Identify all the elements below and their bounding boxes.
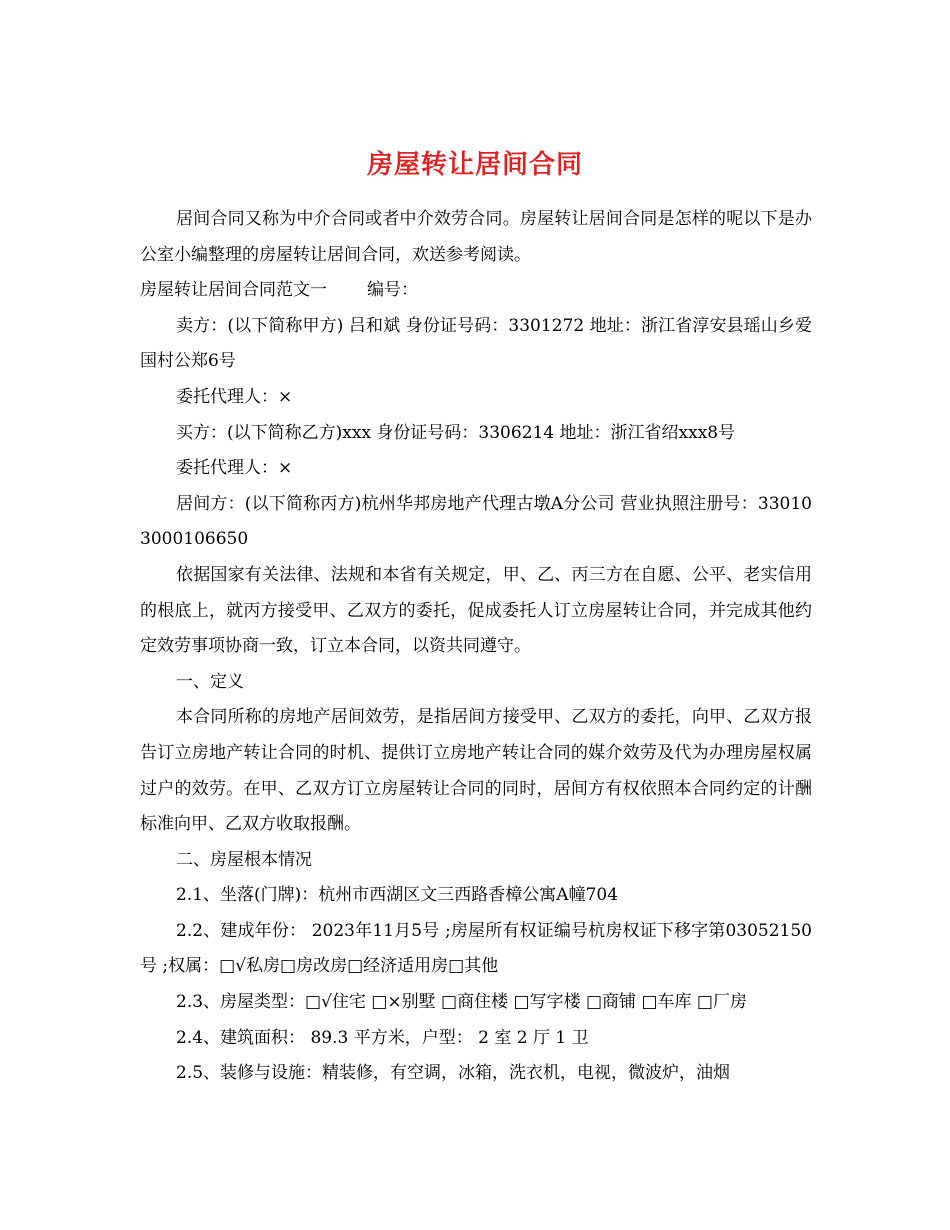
seller-info: 卖方：(以下简称甲方) 吕和斌 身份证号码：3301272 地址：浙江省淳安县瑶山乡爱国村公郑6号 [140, 315, 812, 372]
seller-agent: 委托代理人：× [176, 386, 293, 407]
property-type: 2.3、房屋类型：□√住宅 □×别墅 □商住楼 □写字楼 □商铺 □车库 □厂房 [176, 992, 747, 1013]
intermediary-info: 居间方：(以下简称丙方)杭州华邦房地产代理古墩A分公司 营业执照注册号：330103000106650 [140, 493, 812, 550]
definition-paragraph: 本合同所称的房地产居间效劳，是指居间方接受甲、乙双方的委托，向甲、乙双方报告订立房地产转让合同的时机、提供订立房地产转让合同的媒介效劳及代为办理房屋权属过户的效劳。在甲、乙双方订立房屋转让合同的同时，居间方有权依照本合同约定的计酬标准向甲、乙双方收取报酬。 [140, 707, 812, 835]
property-area: 2.4、建筑面积： 89.3 平方米，户型： 2 室 2 厅 1 卫 [176, 1027, 589, 1048]
sample-heading-line [140, 273, 812, 309]
basis-paragraph: 依据国家有关法律、法规和本省有关规定，甲、乙、丙三方在自愿、公平、老实信用的根底上，就丙方接受甲、乙双方的委托，促成委托人订立房屋转让合同，并完成其他约定效劳事项协商一致，订立本合同，以资共同遵守。 [140, 564, 812, 657]
document-title: 房屋转让居间合同 [366, 150, 583, 181]
property-decoration: 2.5、装修与设施：精装修，有空调，冰箱，洗衣机，电视，微波炉，油烟 [176, 1063, 731, 1084]
section-heading-definition: 一、定义 [176, 671, 244, 692]
intro-paragraph: 居间合同又称为中介合同或者中介效劳合同。房屋转让居间合同是怎样的呢以下是办公室小编整理的房屋转让居间合同，欢送参考阅读。 [140, 209, 812, 265]
property-build-year: 2.2、建成年份： 2023年11月5号 ;房屋所有权证编号杭房权证下移字第03052150号 ;权属：□√私房□房改房□经济适用房□其他 [140, 920, 812, 977]
buyer-agent: 委托代理人：× [176, 458, 293, 479]
sample-heading: 房屋转让居间合同范文一 [140, 280, 327, 301]
contract-number-label: 编号： [367, 280, 418, 301]
document-body [140, 202, 812, 1092]
section-heading-property: 二、房屋根本情况 [176, 849, 312, 870]
buyer-info: 买方：(以下简称乙方)xxx 身份证号码：3306214 地址：浙江省绍xxx8号 [176, 422, 736, 443]
property-location: 2.1、坐落(门牌)：杭州市西湖区文三西路香樟公寓A幢704 [176, 885, 619, 906]
